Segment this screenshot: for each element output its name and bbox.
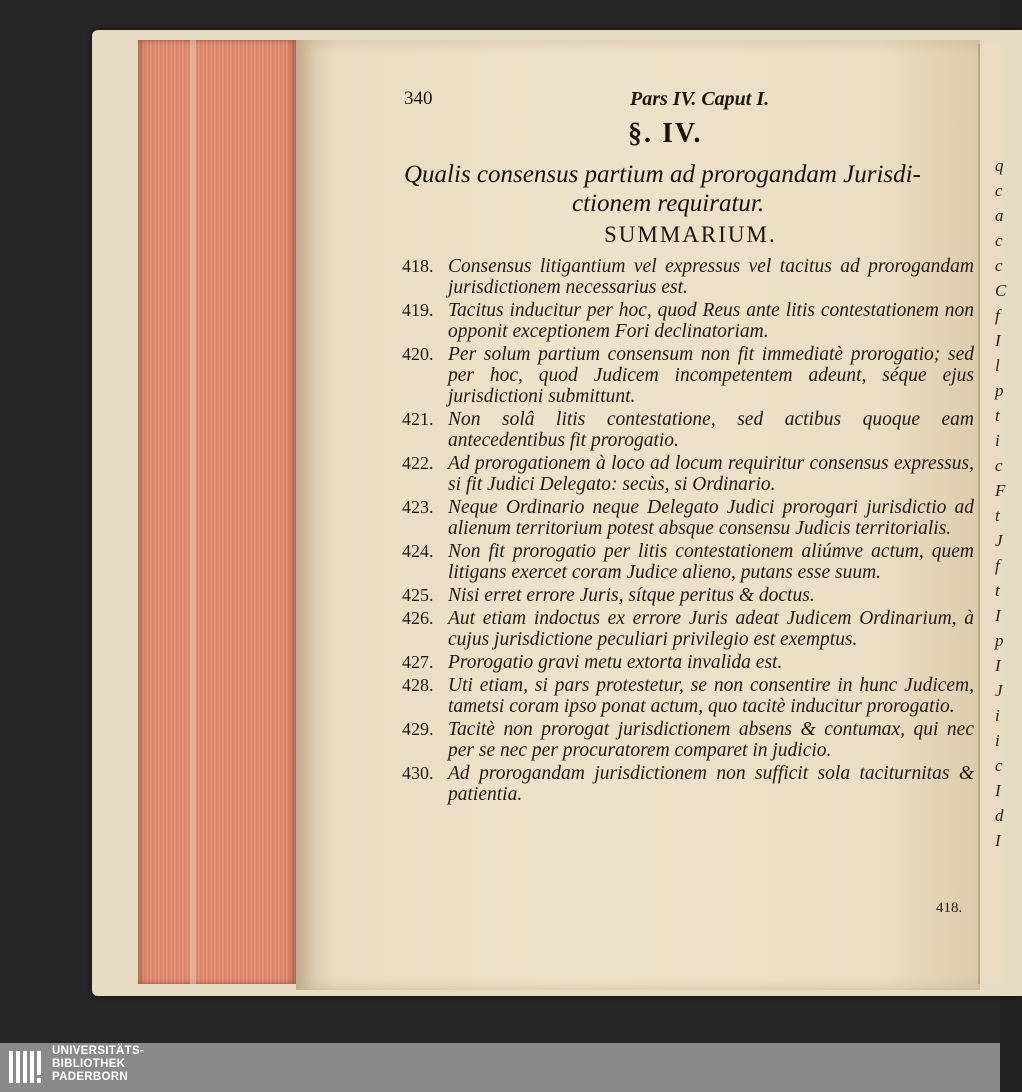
- entry-text: Tacitus inducitur per hoc, quod Reus ante litis contestationem non opponit exceptionem Fori declinatoriam.: [448, 300, 974, 342]
- next-page-letter: I: [995, 331, 1001, 350]
- page-number: 340: [404, 88, 433, 109]
- page-edge-highlight: [190, 40, 196, 984]
- section-title: [404, 160, 976, 218]
- next-page-letter: t: [995, 581, 1000, 600]
- summary-entry: [402, 453, 974, 495]
- next-page-letter: J: [995, 531, 1003, 550]
- entry-number: 426.: [402, 608, 434, 628]
- library-name-line1: UNIVERSITÄTS-: [52, 1045, 145, 1057]
- entry-text: Prorogatio gravi metu extorta invalida est.: [448, 652, 783, 673]
- catchword: 418.: [936, 900, 963, 916]
- next-page-letter: q: [995, 156, 1004, 175]
- entry-text: Aut etiam indoctus ex errore Juris adeat Judicem Ordinarium, à cujus jurisdictione peculiari privilegio est exemptus.: [448, 608, 974, 650]
- entry-text: Non fit prorogatio per litis contestationem aliúmve actum, quem litigans exercet coram Judice alieno, putans esse suum.: [448, 541, 974, 583]
- entry-number: 424.: [402, 541, 434, 561]
- footer-bar: [0, 1043, 1000, 1092]
- entry-text: Uti etiam, si pars protestetur, se non consentire in hunc Judicem, tametsi coram ipso ponat actum, quo tacitè inducitur prorogatio.: [448, 675, 974, 717]
- next-page-letter: c: [995, 256, 1003, 275]
- next-page-letter: f: [995, 556, 1000, 575]
- next-page-letter: p: [995, 381, 1004, 400]
- next-page-letter: I: [995, 831, 1001, 850]
- next-page-letter: d: [995, 806, 1004, 825]
- summary-entry: [402, 763, 974, 805]
- next-page-letter: J: [995, 681, 1003, 700]
- entry-text: Non solâ litis contestatione, sed actibus quoque eam antecedentibus fit prorogatio.: [448, 409, 974, 451]
- next-page-letter: l: [995, 356, 1000, 375]
- entry-text: Ad prorogationem à loco ad locum requiritur consensus expressus, si fit Judici Delegato: secùs, si Ordinario.: [448, 453, 974, 495]
- summary-entry: [402, 675, 974, 717]
- summary-entry: [402, 719, 974, 761]
- entry-text: Per solum partium consensum non fit immediatè prorogatio; sed per hoc, quod Judicem incompetentem adeunt, séque ejus jurisdictioni submittunt.: [448, 344, 974, 407]
- next-page-letter: I: [995, 656, 1001, 675]
- entry-text: Nisi erret errore Juris, sítque peritus & doctus.: [448, 585, 815, 606]
- next-page-letter: i: [995, 706, 1000, 725]
- next-page-letter: C: [995, 281, 1007, 300]
- entry-number: 423.: [402, 497, 434, 517]
- next-page-letter: t: [995, 406, 1000, 425]
- entry-number: 421.: [402, 409, 434, 429]
- summary-entry: [402, 541, 974, 583]
- entry-number: 419.: [402, 300, 434, 320]
- section-title-line2: ctionem requiratur.: [572, 190, 765, 217]
- entry-number: 425.: [402, 585, 434, 605]
- next-page-letter: c: [995, 231, 1003, 250]
- next-page-letter: F: [995, 481, 1006, 500]
- library-name-line2: BIBLIOTHEK: [52, 1058, 126, 1070]
- entry-number: 430.: [402, 763, 434, 783]
- page-block-edge: [138, 40, 296, 984]
- entry-text: Tacitè non prorogat jurisdictionem absens & contumax, qui nec per se nec per procuratorem comparet in judicio.: [448, 719, 974, 761]
- summary-entry: [402, 256, 974, 298]
- library-logo-icon: [8, 1047, 46, 1087]
- running-title: Pars IV. Caput I.: [630, 88, 770, 110]
- entry-text: Ad prorogandam jurisdictionem non sufficit sola taciturnitas & patientia.: [448, 763, 974, 805]
- summary-entry: [402, 585, 974, 606]
- next-page-letter: c: [995, 756, 1003, 775]
- entry-number: 428.: [402, 675, 434, 695]
- entry-number: 422.: [402, 453, 434, 473]
- summary-heading: SUMMARIUM.: [604, 222, 777, 247]
- summary-entry: [402, 344, 974, 407]
- next-page-letter: t: [995, 506, 1000, 525]
- library-name-line3: PADERBORN: [52, 1071, 128, 1083]
- entry-number: 427.: [402, 652, 434, 672]
- next-page-sliver: [978, 44, 1007, 984]
- entry-number: 429.: [402, 719, 434, 739]
- summary-entry: [402, 497, 974, 539]
- entry-number: 418.: [402, 256, 434, 276]
- summary-entry: [402, 409, 974, 451]
- library-name: [52, 1045, 144, 1084]
- entry-text: Consensus litigantium vel expressus vel tacitus ad prorogandam jurisdictionem necessarius est.: [448, 256, 974, 298]
- next-page-letter: f: [995, 306, 1000, 325]
- next-page-letter: c: [995, 456, 1003, 475]
- next-page-letter: i: [995, 431, 1000, 450]
- next-page-letter: i: [995, 731, 1000, 750]
- summary-entry: [402, 608, 974, 650]
- summary-entry: [402, 652, 974, 673]
- entry-number: 420.: [402, 344, 434, 364]
- next-page-letter: p: [995, 631, 1004, 650]
- summary-list: [402, 256, 974, 807]
- next-page-letter: a: [995, 206, 1004, 225]
- section-title-line1: Qualis consensus partium ad prorogandam Jurisdi-: [404, 161, 921, 188]
- next-page-letter: I: [995, 606, 1001, 625]
- summary-entry: [402, 300, 974, 342]
- next-page-letter: c: [995, 181, 1003, 200]
- entry-text: Neque Ordinario neque Delegato Judici prorogari jurisdictio ad alienum territorium potest absque consensu Judicis territorialis.: [448, 497, 974, 539]
- running-head: [404, 88, 824, 116]
- next-page-letter: I: [995, 781, 1001, 800]
- section-label: §. IV.: [628, 118, 703, 149]
